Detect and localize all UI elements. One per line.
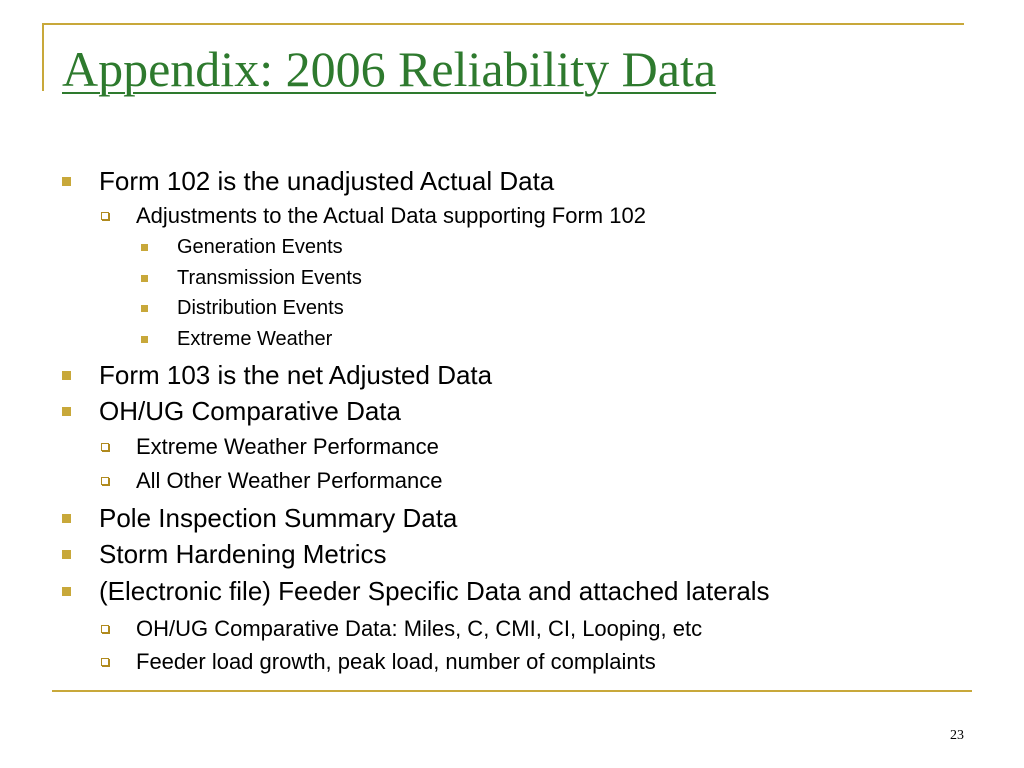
bullet-text: OH/UG Comparative Data: Miles, C, CMI, CI, Looping, etc <box>136 616 703 641</box>
bullet-item <box>62 396 401 427</box>
bullet-item <box>101 203 646 229</box>
slide-title: Appendix: 2006 Reliability Data <box>62 41 717 97</box>
hollow-square-bullet-icon <box>101 477 109 485</box>
bullet-item <box>141 328 332 351</box>
square-bullet-icon <box>62 514 71 523</box>
square-bullet-icon <box>141 305 148 312</box>
bullet-text: Extreme Weather <box>177 328 333 350</box>
bullet-text: Distribution Events <box>177 297 344 319</box>
page-number: 23 <box>950 728 964 743</box>
bullet-item <box>62 576 770 607</box>
bullet-item <box>141 297 344 320</box>
square-bullet-icon <box>62 371 71 380</box>
square-bullet-icon <box>141 275 148 282</box>
bullet-text: Adjustments to the Actual Data supporting Form 102 <box>136 203 646 228</box>
bullet-item <box>62 503 457 534</box>
bullet-item <box>101 649 656 675</box>
square-bullet-icon <box>62 587 71 596</box>
square-bullet-icon <box>141 336 148 343</box>
bullet-text: OH/UG Comparative Data <box>99 396 401 426</box>
bullet-item <box>101 616 702 642</box>
square-bullet-icon <box>62 550 71 559</box>
bullet-text: Pole Inspection Summary Data <box>99 503 458 533</box>
bullet-text: All Other Weather Performance <box>136 468 443 493</box>
bullet-item <box>101 434 439 460</box>
bullet-text: Generation Events <box>177 236 343 258</box>
bullet-item <box>141 267 362 290</box>
hollow-square-bullet-icon <box>101 212 109 220</box>
square-bullet-icon <box>62 407 71 416</box>
bullet-item <box>62 360 492 391</box>
slide-footer-rule <box>52 690 972 692</box>
bullet-text: (Electronic file) Feeder Specific Data and attached laterals <box>99 576 770 606</box>
bullet-text: Form 103 is the net Adjusted Data <box>99 360 493 390</box>
bullet-text: Storm Hardening Metrics <box>99 539 387 569</box>
bullet-item <box>62 539 387 570</box>
bullet-item <box>101 468 443 494</box>
hollow-square-bullet-icon <box>101 443 109 451</box>
bullet-text: Extreme Weather Performance <box>136 434 439 459</box>
square-bullet-icon <box>62 177 71 186</box>
bullet-text: Transmission Events <box>177 267 362 289</box>
bullet-text: Feeder load growth, peak load, number of complaints <box>136 649 656 674</box>
hollow-square-bullet-icon <box>101 625 109 633</box>
bullet-item <box>62 166 554 197</box>
square-bullet-icon <box>141 244 148 251</box>
hollow-square-bullet-icon <box>101 658 109 666</box>
bullet-text: Form 102 is the unadjusted Actual Data <box>99 166 555 196</box>
bullet-item <box>141 236 343 259</box>
